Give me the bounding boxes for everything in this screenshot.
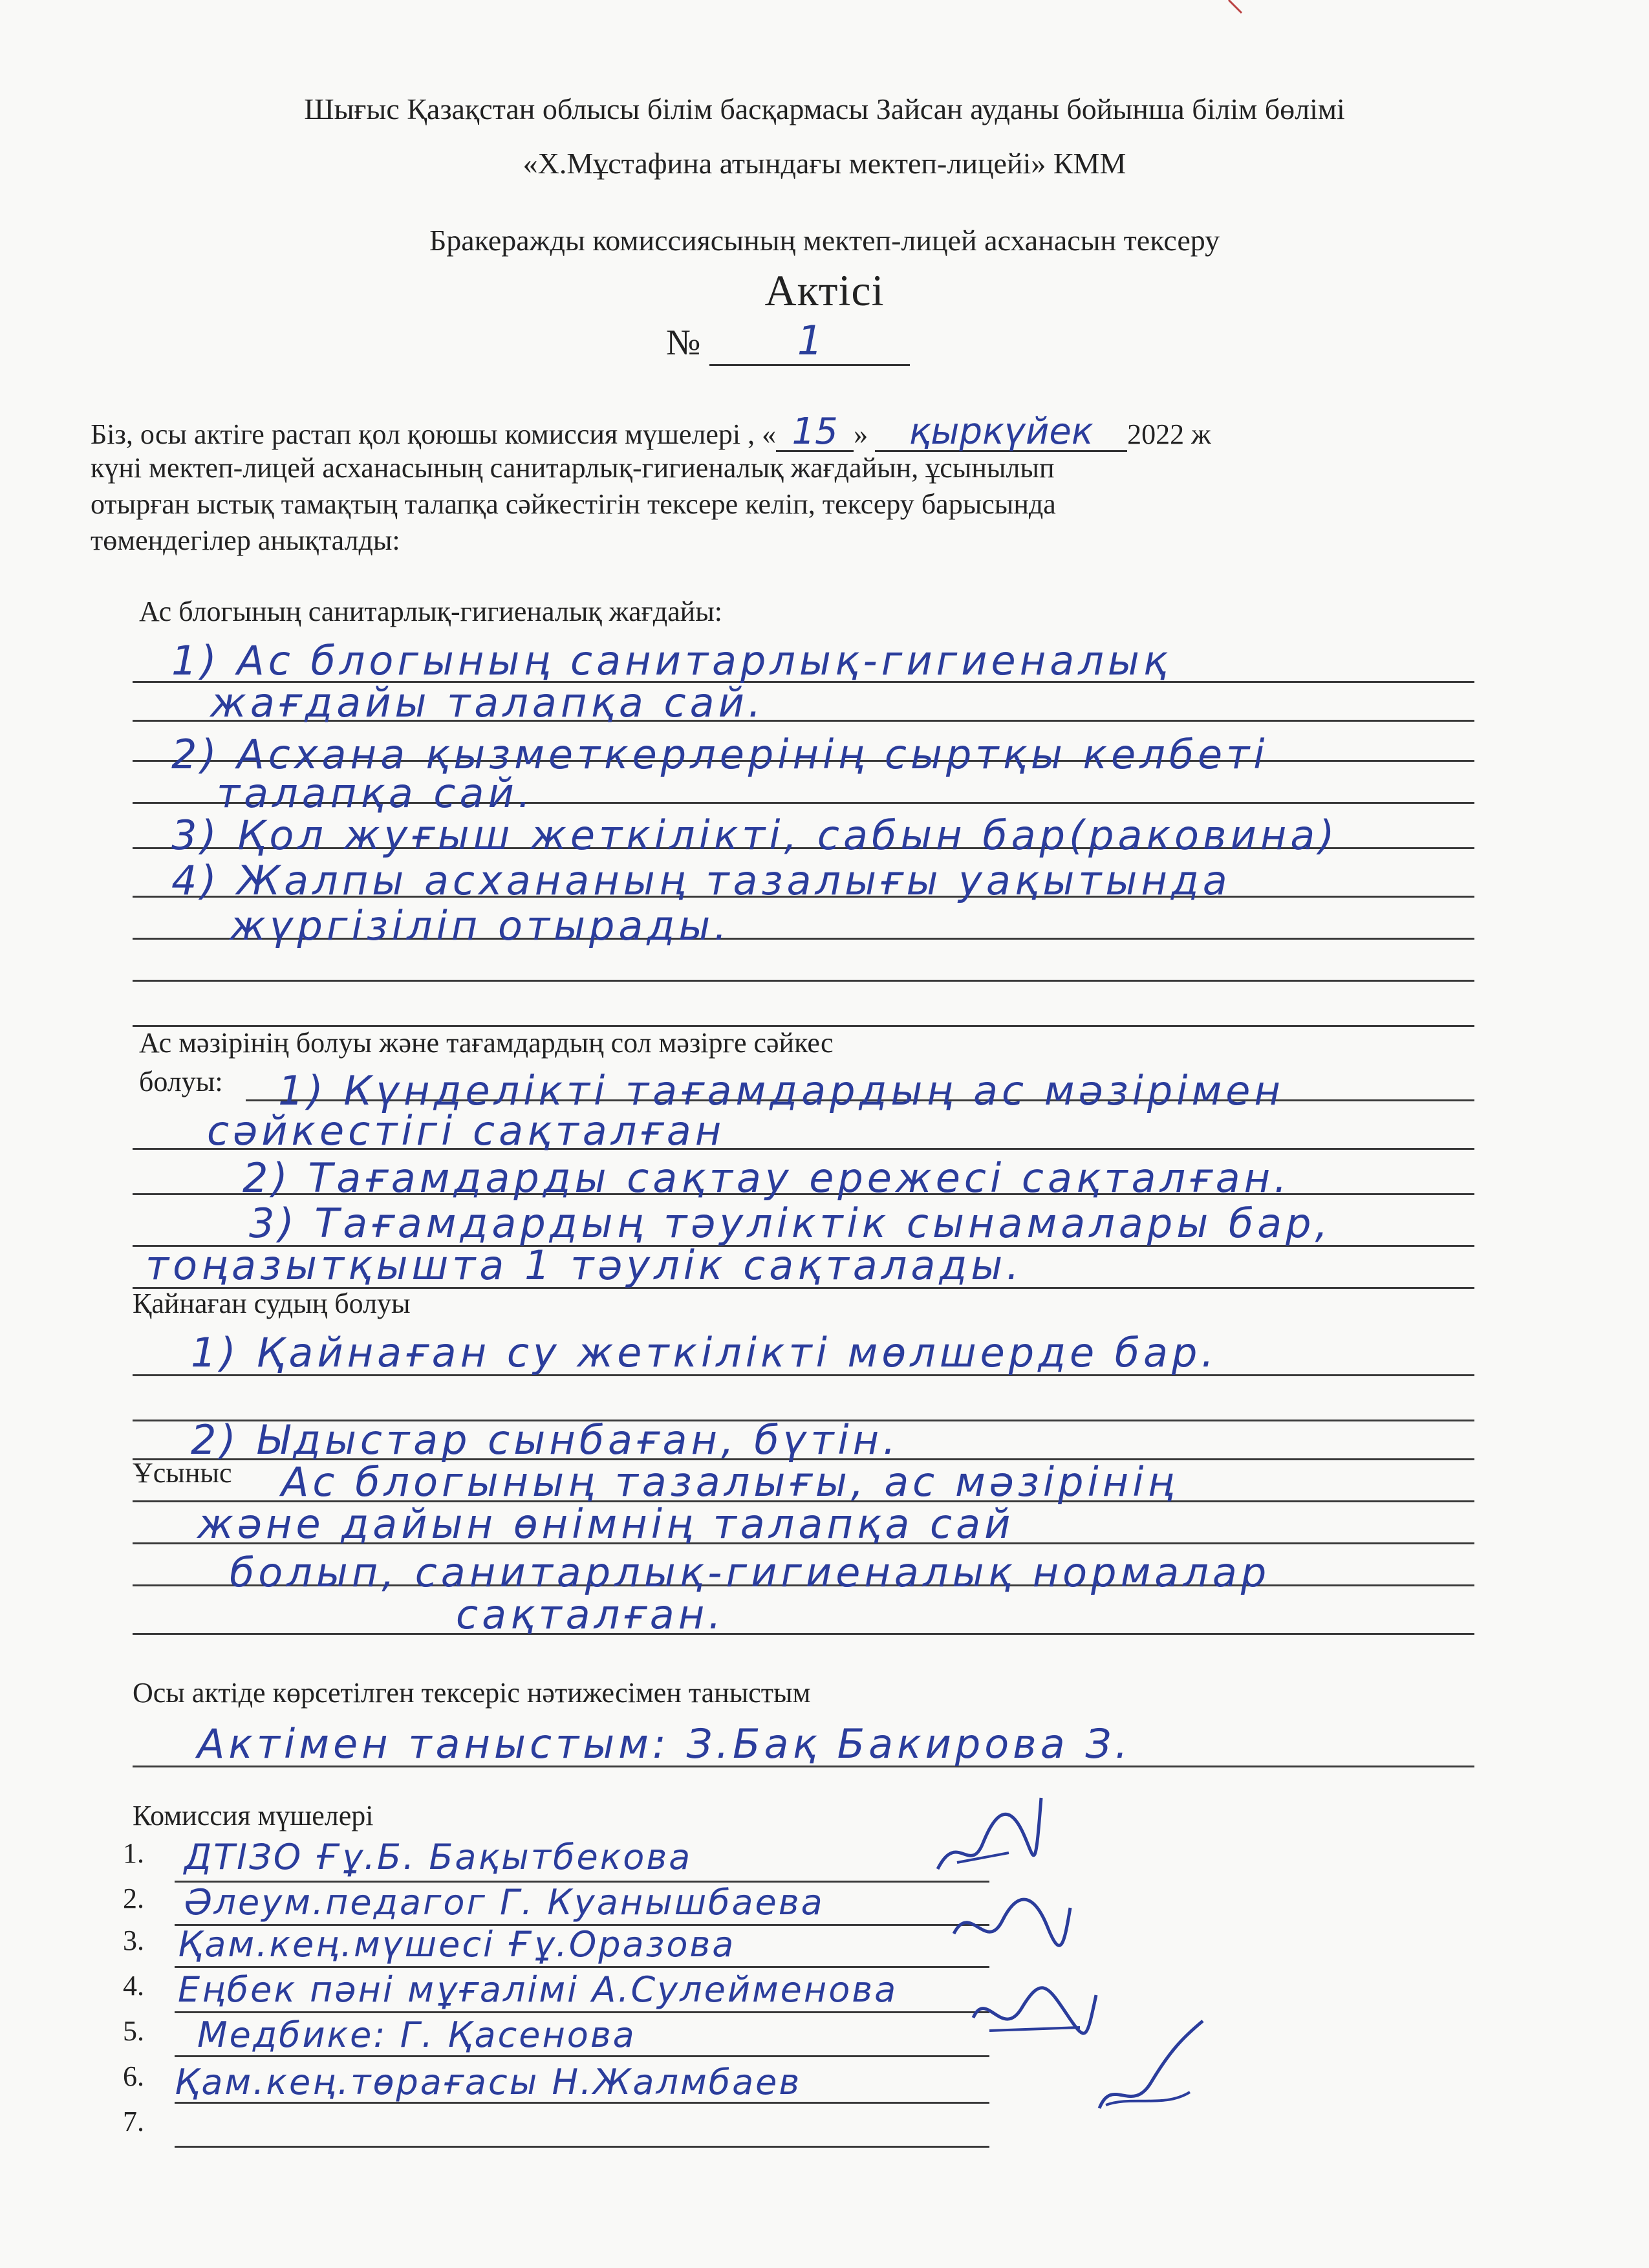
handwritten-line: 1) Ас блогының санитарлық-гигиеналық xyxy=(171,637,1172,684)
handwritten-line: талапқа сай. xyxy=(217,770,535,817)
commission-member: Әлеум.педагог Г. Куанышбаева xyxy=(184,1882,824,1923)
rule-line xyxy=(133,980,1474,982)
commission-member: Қам.кең.төрағасы Н.Жалмбаев xyxy=(175,2062,802,2102)
handwritten-line: 1) Күнделікті тағамдардың ас мәзірімен xyxy=(278,1067,1284,1114)
organization-line: Шығыс Қазақстан облысы білім басқармасы Зайсан ауданы бойынша білім бөлімі xyxy=(304,92,1345,125)
handwritten-line: тоңазытқышта 1 тәулік сақталады. xyxy=(146,1242,1023,1289)
act-number xyxy=(666,317,910,366)
intro-line-4: төмендегілер анықталды: xyxy=(91,524,400,556)
water-label: Қайнаған судың болуы xyxy=(133,1288,411,1319)
number-label: № xyxy=(666,323,701,363)
member-number: 3. xyxy=(123,1925,144,1956)
handwritten-line: және дайын өнімнің талапқа сай xyxy=(197,1500,1015,1548)
sanitary-label: Ас блогының санитарлық-гигиеналық жағдайы: xyxy=(139,596,722,627)
handwritten-line: 3) Қол жуғыш жеткілікті, сабын бар(раковина) xyxy=(171,812,1339,859)
member-number: 1. xyxy=(123,1837,144,1869)
handwritten-line: болып, санитарлық-гигиеналық нормалар xyxy=(230,1549,1271,1596)
document-subtitle: Бракеражды комиссиясының мектеп-лицей асханасын тексеру xyxy=(429,224,1220,257)
commission-member: Медбике: Г. Қасенова xyxy=(197,2014,636,2055)
member-number: 4. xyxy=(123,1970,144,2002)
handwritten-line: 2) Ыдыстар сынбаған, бүтін. xyxy=(191,1416,900,1463)
intro-line-3: отырған ыстық тамақтың талапқа сәйкестігін тексере келіп, тексеру барысында xyxy=(91,488,1056,520)
member-number: 6. xyxy=(123,2060,144,2092)
member-number: 7. xyxy=(123,2106,144,2137)
commission-member: Қам.кең.мүшесі Ғұ.Оразова xyxy=(178,1924,736,1965)
member-number: 5. xyxy=(123,2015,144,2047)
handwritten-line: жүргізіліп отырады. xyxy=(230,902,731,949)
signature-mark xyxy=(1093,2018,1209,2121)
signature-mark xyxy=(951,1888,1073,1966)
rule-line xyxy=(175,2146,989,2148)
menu-label-line-1: Ас мәзірінің болуы және тағамдардың сол мәзірге сәйкес xyxy=(139,1027,834,1059)
handwritten-line: 3) Тағамдардың тәуліктік сынамалары бар, xyxy=(249,1200,1332,1247)
commission-label: Комиссия мүшелері xyxy=(133,1800,374,1831)
acknowledgment-label: Осы актіде көрсетілген тексеріс нәтижесімен таныстым xyxy=(133,1677,811,1709)
document-title: Актісі xyxy=(764,266,885,315)
signature-mark xyxy=(970,1979,1099,2050)
rule-line xyxy=(175,1966,989,1968)
handwritten-line: жағдайы талапқа сай. xyxy=(210,679,765,726)
intro-line-2: күні мектеп-лицей асханасының санитарлық-гигиеналық жағдайын, ұсынылып xyxy=(91,452,1055,484)
commission-member: Еңбек пәні мұғалімі А.Сулейменова xyxy=(178,1969,898,2010)
school-name-line: «Х.Мұстафина атындағы мектеп-лицейі» КММ xyxy=(523,147,1126,180)
handwritten-line: Актімен таныстым: З.Бақ Бакирова З. xyxy=(197,1720,1132,1767)
handwritten-line: Ас блогының тазалығы, ас мәзірінің xyxy=(281,1458,1178,1506)
commission-member: ДТІЗО Ғұ.Б. Бақытбекова xyxy=(184,1837,693,1877)
menu-label-line-2: болуы: xyxy=(139,1066,223,1097)
rule-line xyxy=(133,1633,1474,1635)
rule-line xyxy=(175,2011,989,2013)
handwritten-line: 4) Жалпы асхананың тазалығы уақытында xyxy=(171,857,1231,904)
rule-line xyxy=(175,2055,989,2057)
recommendation-label: Ұсыныс xyxy=(133,1457,232,1489)
intro-day: 15 xyxy=(776,414,854,452)
member-number: 2. xyxy=(123,1883,144,1914)
number-value: 1 xyxy=(709,317,910,366)
corner-mark xyxy=(1225,0,1245,16)
signature-mark xyxy=(931,1791,1048,1895)
handwritten-line: сақталған. xyxy=(456,1591,725,1638)
intro-line-1: Біз, осы актіге растап қол қоюшы комиссия мүшелері , « 15 » қыркүйек 2022 ж xyxy=(91,411,1211,453)
intro-month: қыркүйек xyxy=(875,414,1127,452)
handwritten-line: 2) Асхана қызметкерлерінің сыртқы келбеті xyxy=(171,731,1269,778)
handwritten-line: 2) Тағамдарды сақтау ережесі сақталған. xyxy=(242,1154,1291,1202)
handwritten-line: сәйкестігі сақталған xyxy=(207,1107,726,1154)
handwritten-line: 1) Қайнаған су жеткілікті мөлшерде бар. xyxy=(191,1329,1218,1376)
